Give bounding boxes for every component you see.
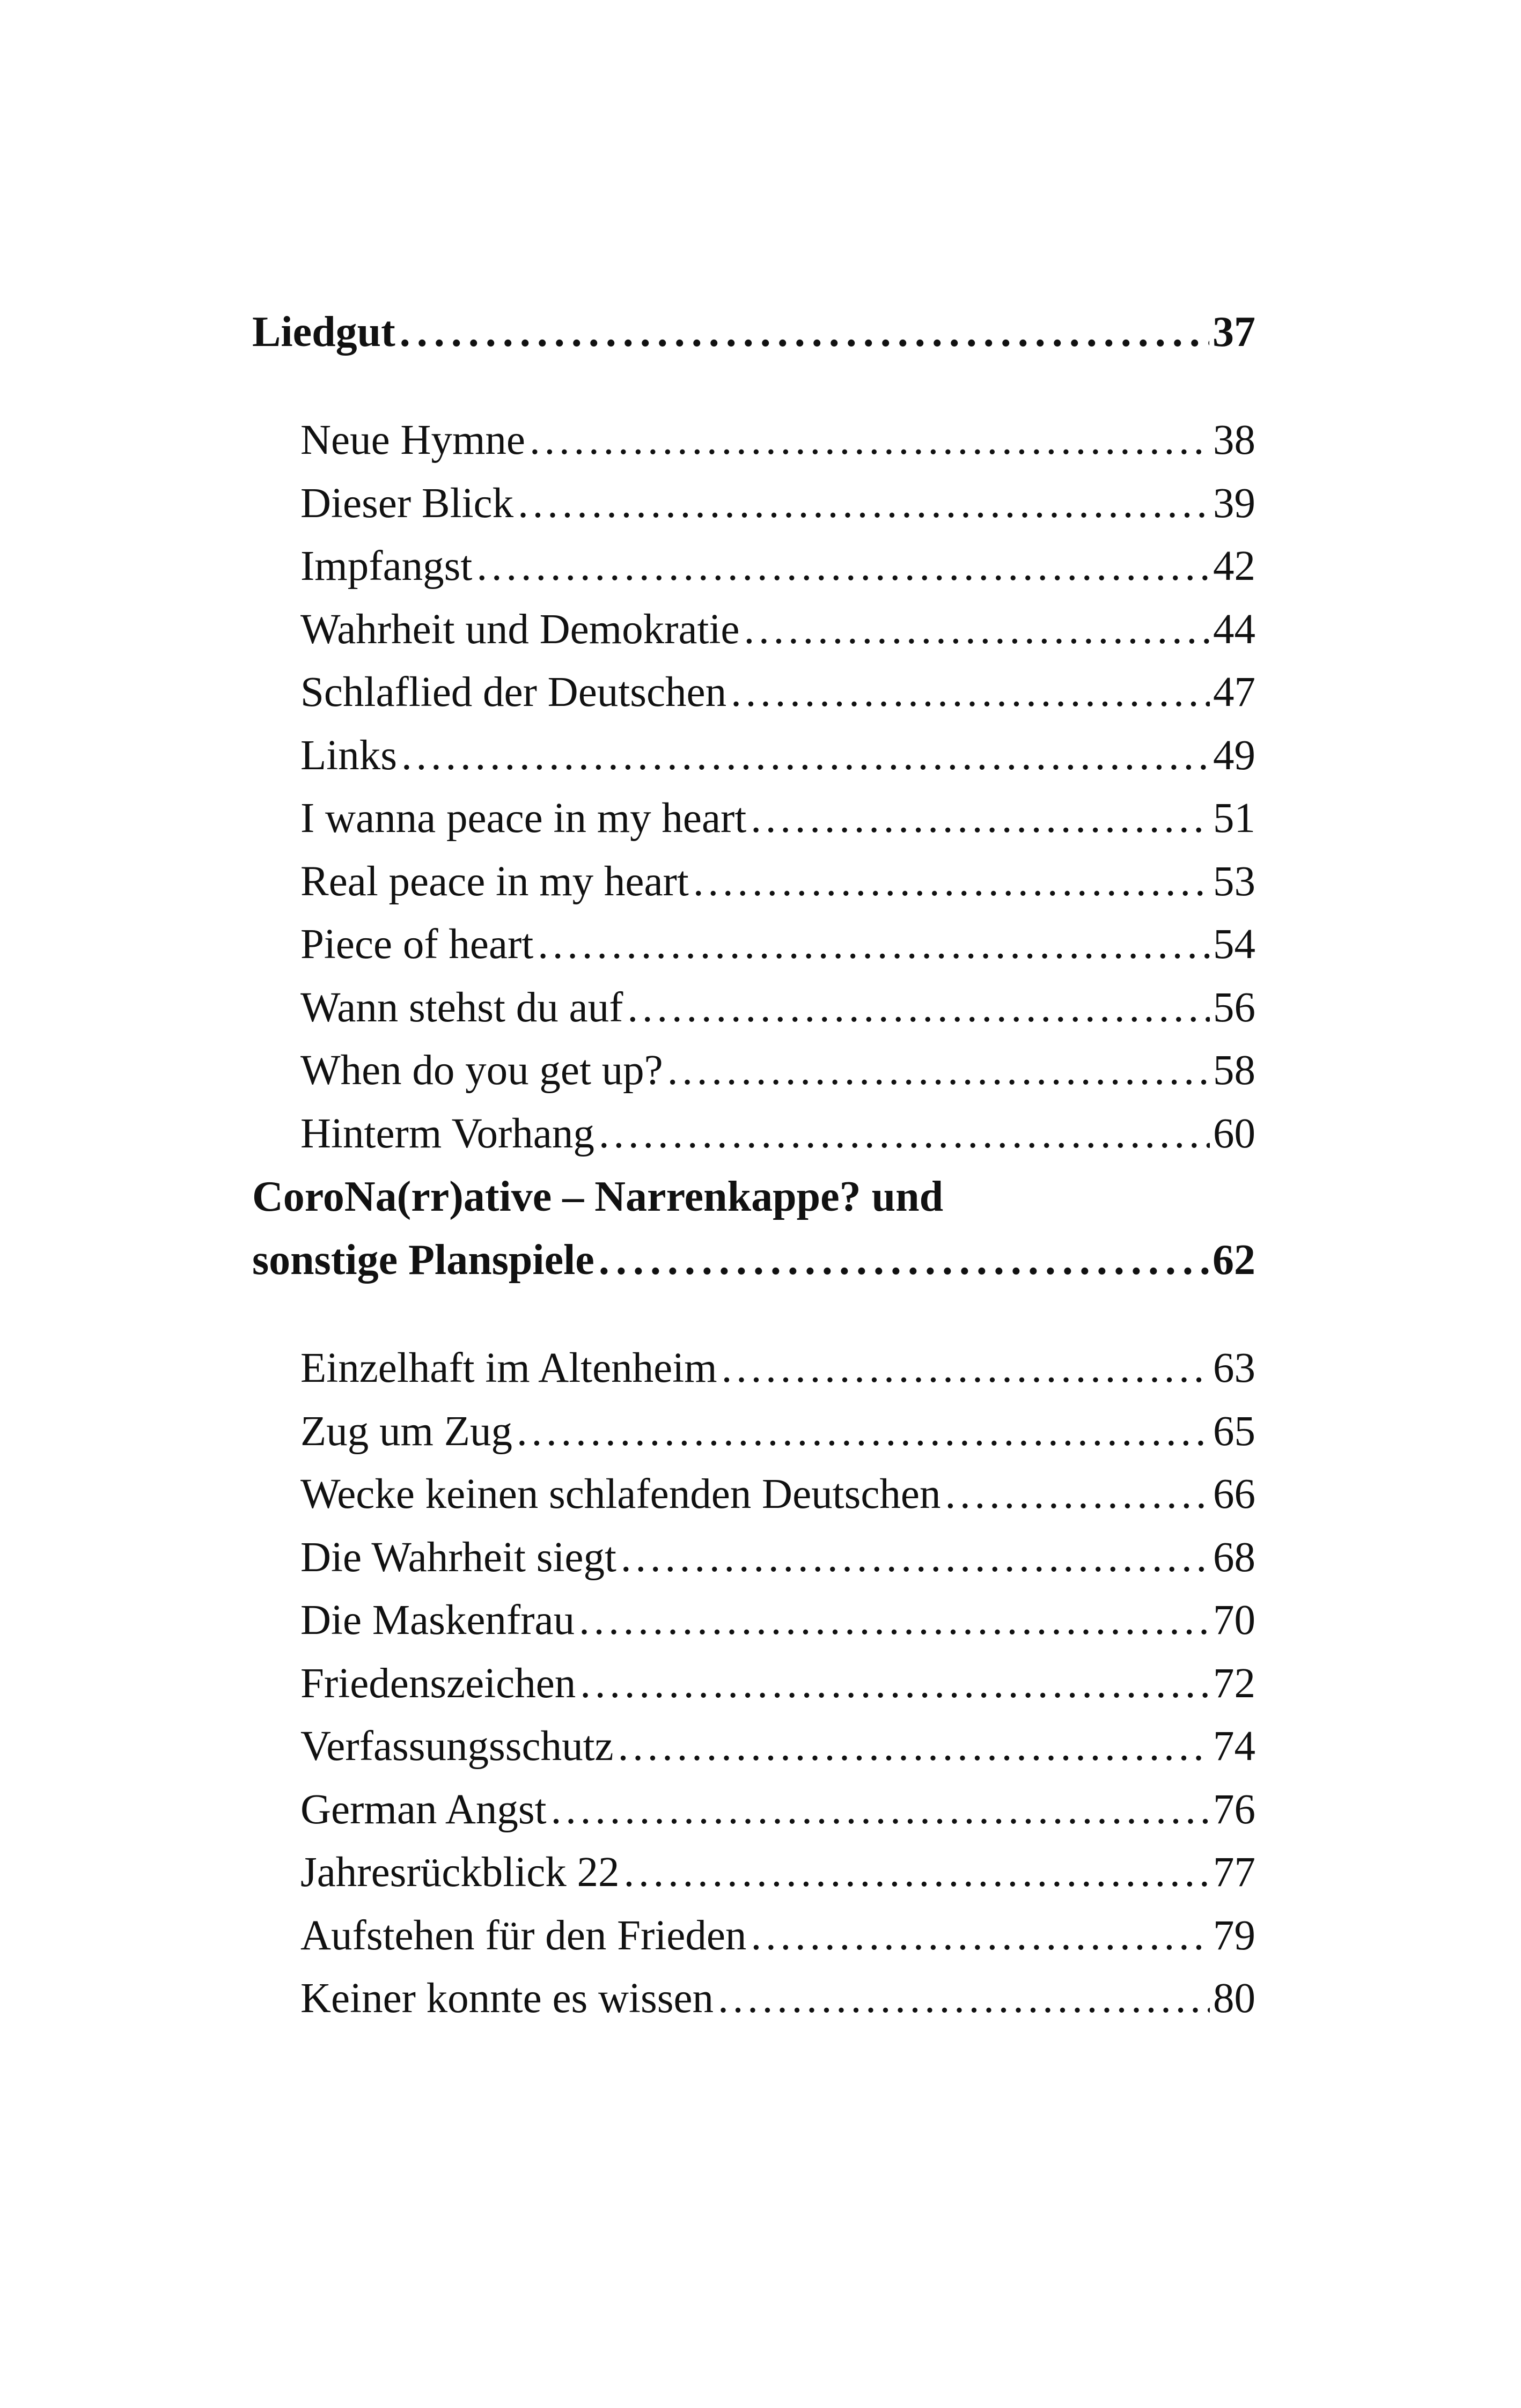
- list-item: [300, 661, 1255, 724]
- entry-title: When do you get up?: [300, 1047, 663, 1094]
- entry-title: I wanna peace in my heart: [300, 795, 747, 842]
- entry-page-number: 38: [1213, 417, 1255, 463]
- dot-leader: [624, 1841, 1210, 1904]
- dot-leader: [751, 1904, 1210, 1968]
- entry-page-number: 79: [1213, 1912, 1255, 1959]
- entry-page-number: 42: [1213, 543, 1255, 590]
- chapter-entry-coronarrative: [252, 1228, 1255, 1292]
- entry-page-number: 72: [1213, 1660, 1255, 1707]
- dot-leader: [400, 300, 1209, 364]
- spacer: [252, 1292, 1255, 1337]
- dot-leader: [530, 409, 1210, 472]
- entry-title: German Angst: [300, 1786, 547, 1833]
- chapter-items-coronarrative: [252, 1337, 1255, 2030]
- entry-title: Wann stehst du auf: [300, 984, 623, 1031]
- chapter-items-liedgut: [252, 409, 1255, 1165]
- entry-title: Die Maskenfrau: [300, 1597, 575, 1644]
- dot-leader: [517, 1400, 1210, 1463]
- entry-page-number: 77: [1213, 1849, 1255, 1896]
- list-item: [300, 1967, 1255, 2030]
- list-item: [300, 976, 1255, 1040]
- entry-title: Schlaflied der Deutschen: [300, 669, 727, 716]
- entry-page-number: 47: [1213, 669, 1255, 716]
- entry-title: Piece of heart: [300, 921, 534, 968]
- list-item: [300, 535, 1255, 598]
- entry-page-number: 51: [1213, 795, 1255, 842]
- entry-page-number: 54: [1213, 921, 1255, 968]
- entry-title: Zug um Zug: [300, 1408, 512, 1455]
- entry-page-number: 39: [1213, 480, 1255, 527]
- chapter-page-number: 62: [1213, 1236, 1255, 1284]
- list-item: [300, 1589, 1255, 1652]
- entry-title: Friedenszeichen: [300, 1660, 576, 1707]
- chapter-page-number: 37: [1213, 308, 1255, 356]
- entry-title: Keiner konnte es wissen: [300, 1975, 714, 2022]
- dot-leader: [744, 598, 1210, 661]
- list-item: [300, 1652, 1255, 1715]
- list-item: [300, 1463, 1255, 1526]
- entry-title: Die Wahrheit siegt: [300, 1534, 616, 1581]
- entry-page-number: 80: [1213, 1975, 1255, 2022]
- dot-leader: [580, 1652, 1210, 1715]
- entry-title: Neue Hymne: [300, 417, 525, 463]
- chapter-title-line-1: CoroNa(rr)ative – Narrenkappe? und: [252, 1173, 944, 1220]
- list-item: [300, 1400, 1255, 1463]
- list-item: [300, 1039, 1255, 1102]
- entry-title: Wahrheit und Demokratie: [300, 606, 740, 653]
- entry-title: Hinterm Vorhang: [300, 1110, 594, 1157]
- dot-leader: [731, 661, 1210, 724]
- entry-page-number: 74: [1213, 1723, 1255, 1770]
- entry-page-number: 66: [1213, 1471, 1255, 1518]
- list-item: [300, 1778, 1255, 1842]
- list-item: [300, 598, 1255, 661]
- chapter-entry-liedgut: [252, 300, 1255, 364]
- entry-title: Links: [300, 732, 397, 779]
- dot-leader: [751, 787, 1210, 850]
- entry-page-number: 65: [1213, 1408, 1255, 1455]
- dot-leader: [618, 1715, 1210, 1778]
- list-item: [300, 1715, 1255, 1778]
- entry-title: Wecke keinen schlafenden Deutschen: [300, 1471, 941, 1518]
- dot-leader: [518, 472, 1210, 535]
- entry-page-number: 56: [1213, 984, 1255, 1031]
- list-item: [300, 1841, 1255, 1904]
- entry-page-number: 58: [1213, 1047, 1255, 1094]
- chapter-title-line-2: sonstige Planspiele: [252, 1236, 594, 1284]
- entry-page-number: 76: [1213, 1786, 1255, 1833]
- list-item: [300, 409, 1255, 472]
- entry-title: Verfassungsschutz: [300, 1723, 614, 1770]
- dot-leader: [579, 1589, 1210, 1652]
- entry-title: Jahresrückblick 22: [300, 1849, 620, 1896]
- dot-leader: [621, 1526, 1210, 1589]
- list-item: [300, 1904, 1255, 1968]
- entry-title: Aufstehen für den Frieden: [300, 1912, 747, 1959]
- dot-leader: [722, 1337, 1210, 1400]
- dot-leader: [599, 1102, 1210, 1166]
- spacer: [252, 364, 1255, 409]
- list-item: [300, 472, 1255, 535]
- entry-title: Einzelhaft im Altenheim: [300, 1345, 717, 1391]
- table-of-contents: [252, 300, 1255, 2030]
- dot-leader: [693, 850, 1210, 914]
- entry-page-number: 70: [1213, 1597, 1255, 1644]
- dot-leader: [538, 913, 1210, 976]
- entry-page-number: 63: [1213, 1345, 1255, 1391]
- list-item: [300, 913, 1255, 976]
- entry-page-number: 60: [1213, 1110, 1255, 1157]
- dot-leader: [945, 1463, 1210, 1526]
- dot-leader: [551, 1778, 1210, 1842]
- dot-leader: [401, 724, 1210, 787]
- list-item: [300, 1102, 1255, 1166]
- dot-leader: [718, 1967, 1210, 2030]
- entry-page-number: 68: [1213, 1534, 1255, 1581]
- entry-page-number: 49: [1213, 732, 1255, 779]
- dot-leader: [627, 976, 1210, 1040]
- entry-page-number: 44: [1213, 606, 1255, 653]
- dot-leader: [476, 535, 1210, 598]
- entry-title: Impfangst: [300, 543, 473, 590]
- entry-title: Dieser Blick: [300, 480, 514, 527]
- entry-page-number: 53: [1213, 858, 1255, 905]
- dot-leader: [599, 1228, 1209, 1292]
- dot-leader: [667, 1039, 1210, 1102]
- chapter-title: Liedgut: [252, 308, 395, 356]
- entry-title: Real peace in my heart: [300, 858, 689, 905]
- list-item: [300, 724, 1255, 787]
- list-item: [300, 787, 1255, 850]
- list-item: [300, 850, 1255, 914]
- list-item: [300, 1337, 1255, 1400]
- list-item: [300, 1526, 1255, 1589]
